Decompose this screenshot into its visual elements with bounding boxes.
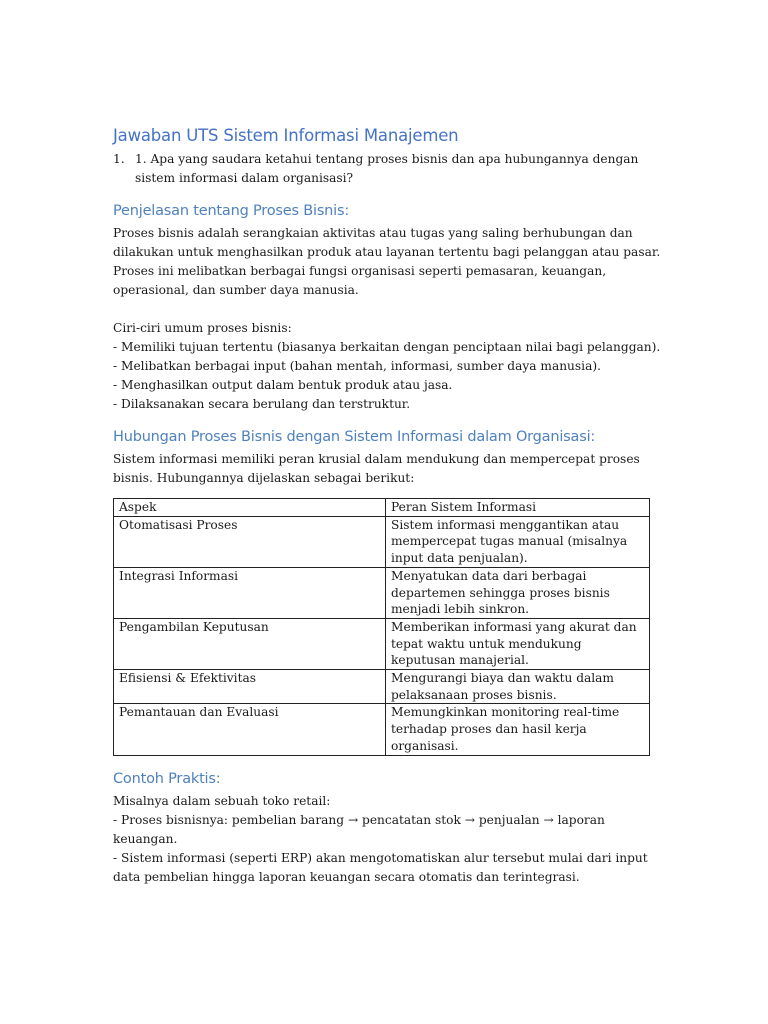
question-text: 1. Apa yang saudara ketahui tentang proses bisnis dan apa hubungannya dengan sistem informasi dalam organisasi? (135, 152, 639, 185)
hubungan-paragraph: Sistem informasi memiliki peran krusial dalam mendukung dan mempercepat proses bisnis. Hubungannya dijelaskan sebagai berikut: (113, 452, 640, 485)
ciri-ciri-list (113, 338, 661, 414)
table-cell-peran: Sistem informasi menggantikan atau mempercepat tugas manual (misalnya input data penjualan). (386, 516, 650, 567)
table-cell-aspek: Pengambilan Keputusan (114, 618, 386, 669)
section-heading-contoh-praktis: Contoh Praktis: (113, 770, 221, 787)
contoh-line: Misalnya dalam sebuah toko retail: (113, 793, 331, 808)
table-row (114, 567, 650, 618)
section-heading-proses-bisnis: Penjelasan tentang Proses Bisnis: (113, 203, 350, 219)
proses-bisnis-paragraph: Proses bisnis adalah serangkaian aktivitas atau tugas yang saling berhubungan dan dilakukan untuk menghasilkan produk atau layanan tertentu bagi pelanggan atau pasar. Proses ini melibatkan berbagai fungsi organisasi seperti pemasaran, keuangan, operasional, dan sumber daya manusia. (113, 226, 661, 297)
table-row (114, 670, 650, 704)
table-cell-peran: Mengurangi biaya dan waktu dalam pelaksanaan proses bisnis. (386, 670, 650, 704)
question-number: 1. (113, 152, 125, 166)
document-title: Jawaban UTS Sistem Informasi Manajemen (113, 126, 459, 145)
table-header-cell: Aspek (114, 499, 386, 517)
contoh-praktis-text (113, 792, 661, 887)
table-header-row (114, 499, 650, 517)
peran-sistem-informasi-table (113, 498, 650, 756)
list-item: - Dilaksanakan secara berulang dan terstruktur. (113, 397, 411, 411)
contoh-line: - Sistem informasi (seperti ERP) akan mengotomatiskan alur tersebut mulai dari input data pembelian hingga laporan keuangan secara otomatis dan terintegrasi. (113, 850, 648, 884)
table-header-cell: Peran Sistem Informasi (386, 499, 650, 517)
table-cell-peran: Memberikan informasi yang akurat dan tepat waktu untuk mendukung keputusan manajerial. (386, 618, 650, 669)
list-item: - Menghasilkan output dalam bentuk produk atau jasa. (113, 378, 453, 392)
table-row (114, 516, 650, 567)
contoh-line: - Proses bisnisnya: pembelian barang → pencatatan stok → penjualan → laporan keuangan. (113, 812, 605, 846)
table-row (114, 618, 650, 669)
table-cell-aspek: Efisiensi & Efektivitas (114, 670, 386, 704)
ciri-ciri-intro: Ciri-ciri umum proses bisnis: (113, 321, 292, 335)
list-item: - Melibatkan berbagai input (bahan mentah, informasi, sumber daya manusia). (113, 359, 601, 373)
table-cell-peran: Memungkinkan monitoring real-time terhadap proses dan hasil kerja organisasi. (386, 704, 650, 755)
document-page (113, 124, 661, 887)
table-cell-peran: Menyatukan data dari berbagai departemen sehingga proses bisnis menjadi lebih sinkron. (386, 567, 650, 618)
question-item (113, 150, 661, 188)
section-heading-hubungan: Hubungan Proses Bisnis dengan Sistem Informasi dalam Organisasi: (113, 429, 596, 445)
table-row (114, 704, 650, 755)
table-cell-aspek: Pemantauan dan Evaluasi (114, 704, 386, 755)
table-cell-aspek: Integrasi Informasi (114, 567, 386, 618)
list-item: - Memiliki tujuan tertentu (biasanya berkaitan dengan penciptaan nilai bagi pelanggan). (113, 340, 661, 354)
table-cell-aspek: Otomatisasi Proses (114, 516, 386, 567)
